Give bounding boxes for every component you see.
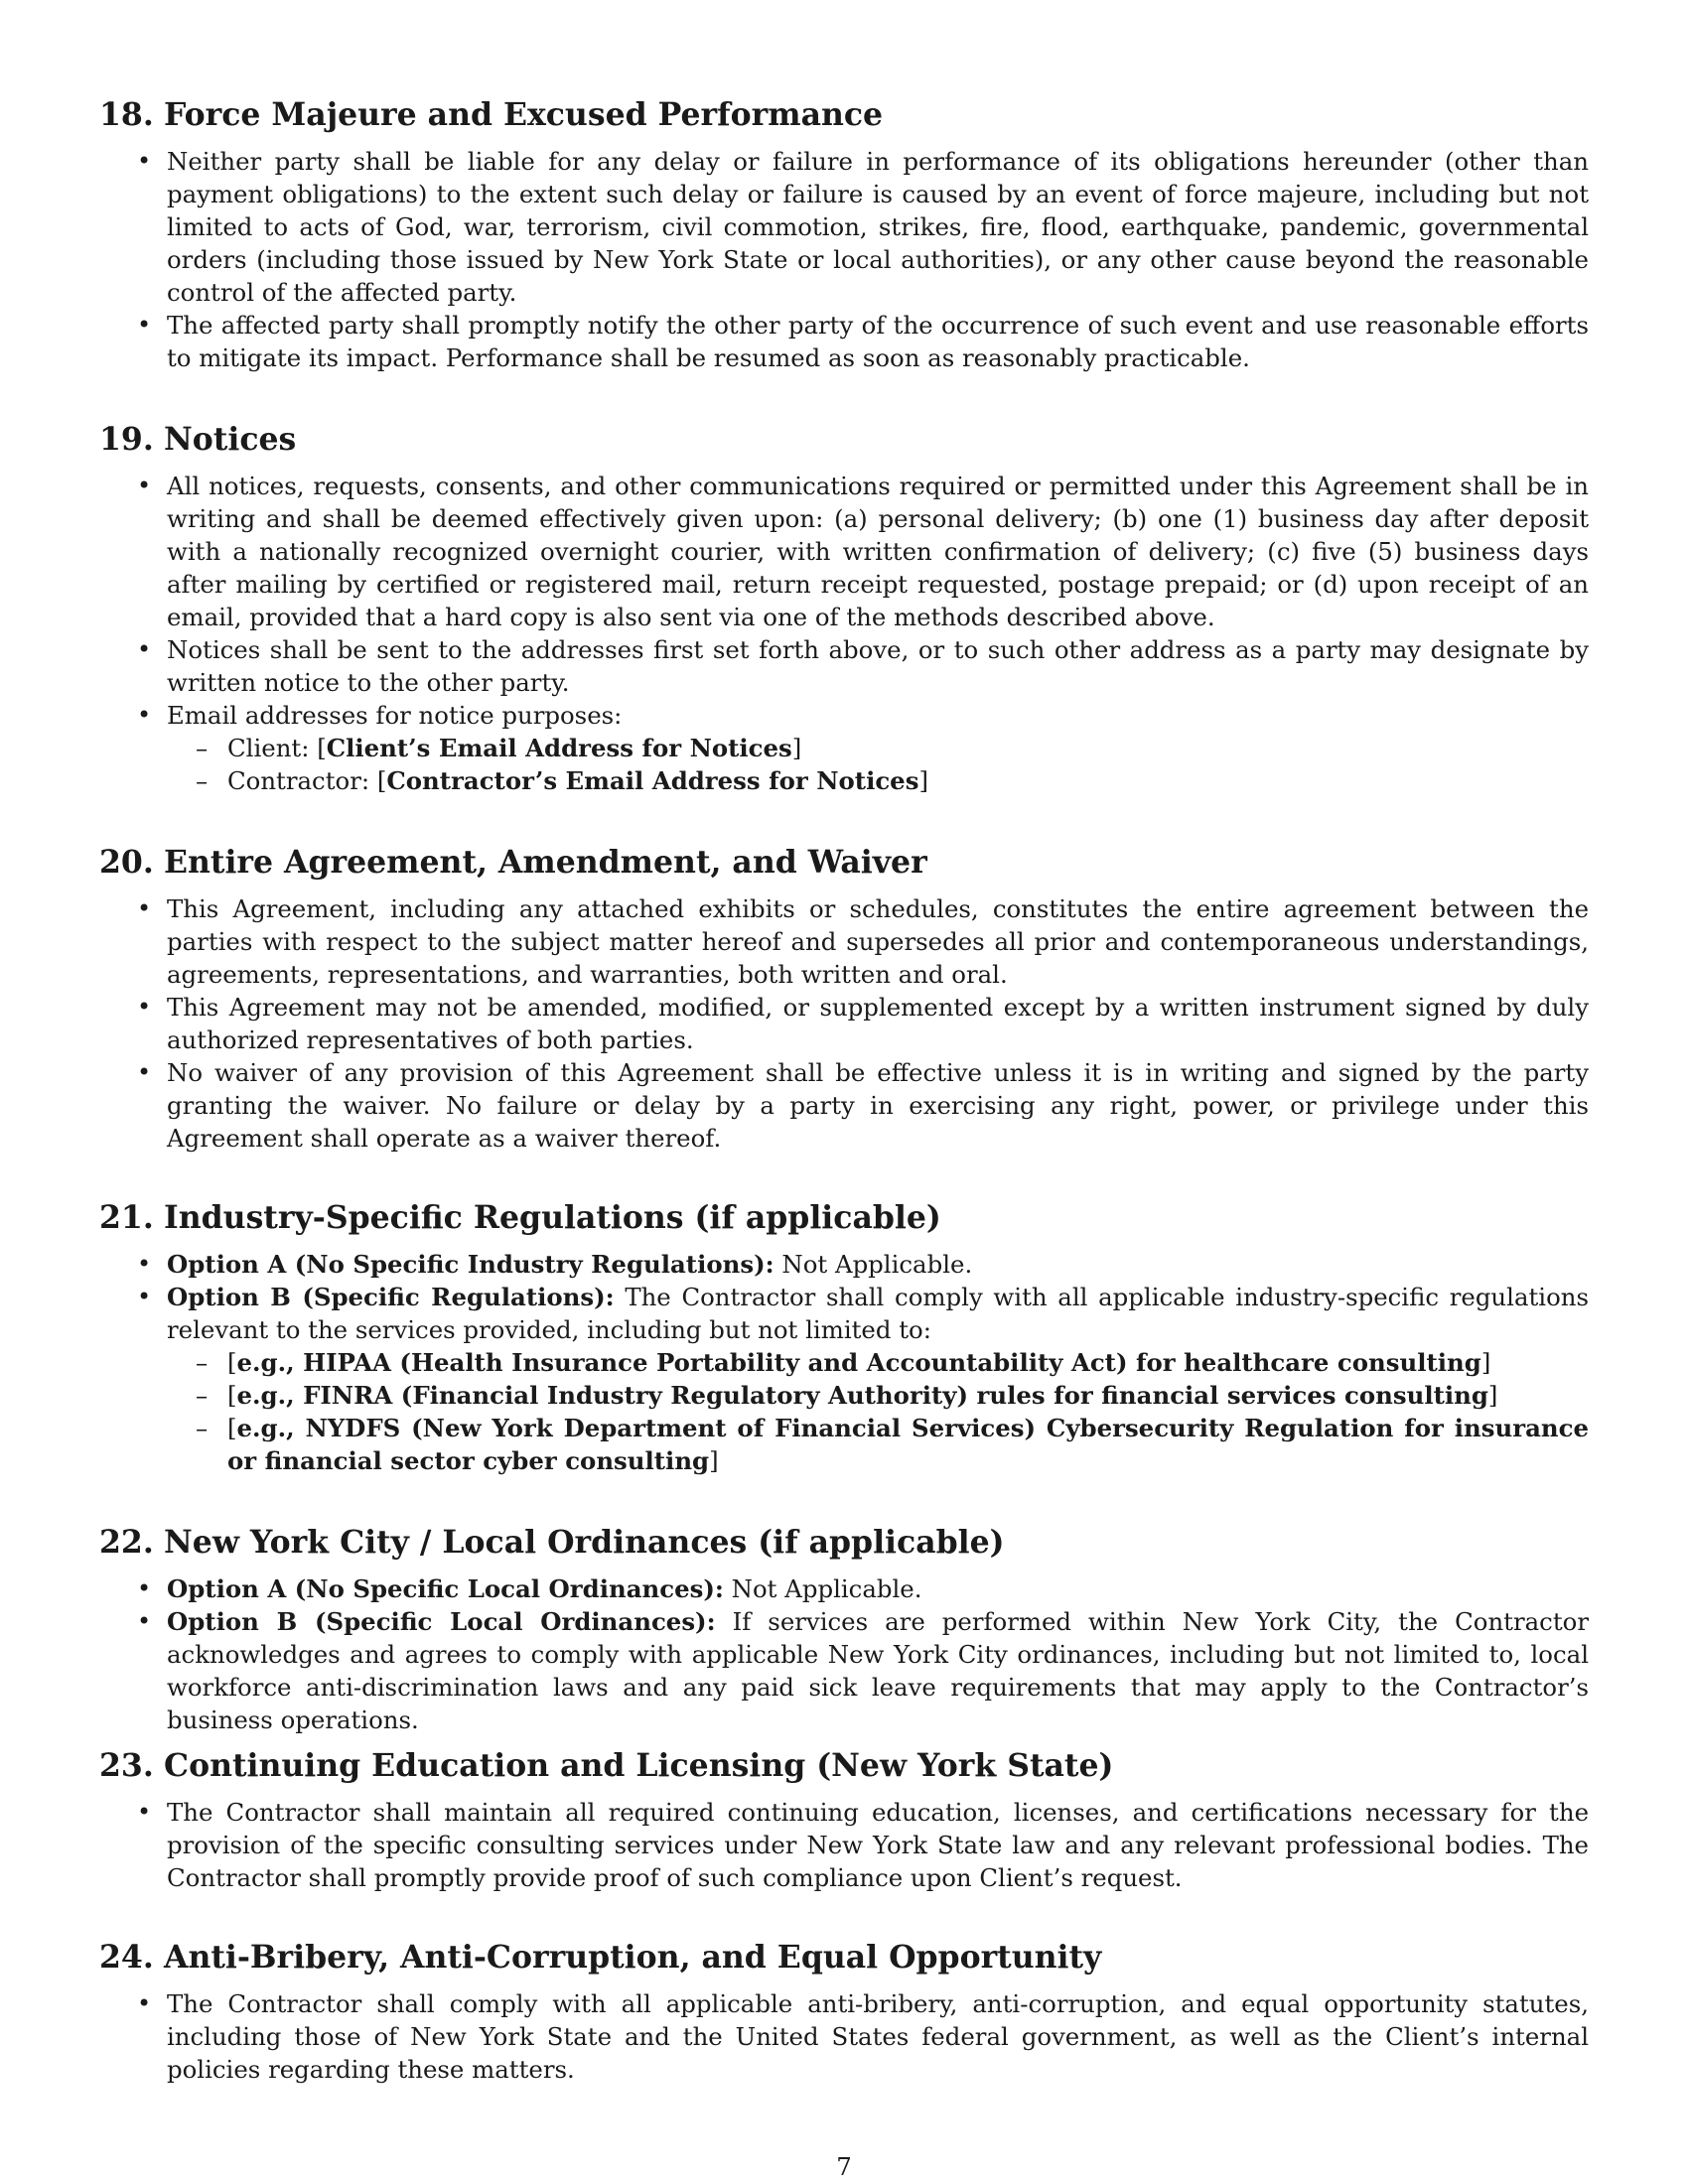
sub-list — [167, 1346, 1589, 1477]
sub-list-item: – Client: [Client’s Email Address for Notices] — [167, 732, 1589, 764]
section-heading — [99, 95, 1589, 135]
bullet-list — [99, 892, 1589, 1155]
section-heading — [99, 843, 1589, 883]
list-item: • All notices, requests, consents, and other communications required or permitted under this Agreement shall be in writing and shall be deemed effectively given upon: (a) personal delivery; (b) one (1) business day after deposit with a nationally recognized overnight courier, with written confirmation of delivery; (c) five (5) business days after mailing by certified or registered mail, return receipt requested, postage prepaid; or (d) upon receipt of an email, provided that a hard copy is also sent via one of the methods described above. — [99, 470, 1589, 633]
section-number: 24. — [99, 1939, 154, 1976]
list-item — [99, 1281, 1589, 1477]
option-b-label: Option B (Specific Regulations): — [167, 1283, 615, 1311]
page-number: 7 — [836, 2152, 852, 2181]
list-item: • The affected party shall promptly notify the other party of the occurrence of such event and use reasonable efforts to mitigate its impact. Performance shall be resumed as soon as reasonably practicable. — [99, 309, 1589, 374]
contractor-email-placeholder: Contractor’s Email Address for Notices — [386, 766, 919, 795]
section-24 — [99, 1938, 1589, 2086]
section-title: Continuing Education and Licensing (New York State) — [164, 1747, 1114, 1784]
section-heading — [99, 1198, 1589, 1238]
section-heading — [99, 420, 1589, 460]
section-number: 21. — [99, 1199, 154, 1236]
section-number: 18. — [99, 96, 154, 133]
sub-list-item: – [e.g., HIPAA (Health Insurance Portability and Accountability Act) for healthcare consulting] — [167, 1346, 1589, 1379]
section-23 — [99, 1746, 1589, 1894]
option-a-text: Not Applicable. — [723, 1574, 922, 1603]
client-email-placeholder: Client’s Email Address for Notices — [326, 734, 792, 762]
section-title: Entire Agreement, Amendment, and Waiver — [164, 844, 927, 881]
list-item — [99, 1605, 1589, 1736]
regulation-example: e.g., FINRA (Financial Industry Regulatory Authority) rules for financial services consulting — [236, 1381, 1488, 1410]
bullet-list — [99, 1987, 1589, 2086]
section-number: 19. — [99, 421, 154, 458]
section-number: 22. — [99, 1524, 154, 1561]
section-heading — [99, 1938, 1589, 1978]
sub-list-item: – [e.g., NYDFS (New York Department of Financial Services) Cybersecurity Regulation for insurance or financial sector cyber consulting] — [167, 1412, 1589, 1477]
bullet-list — [99, 145, 1589, 374]
regulation-example: e.g., HIPAA (Health Insurance Portability and Accountability Act) for healthcare consulting — [236, 1348, 1481, 1377]
option-b-text: The Contractor shall comply with all applicable industry-specific regulations relevant to the services provided, including but not limited to: — [167, 1283, 1589, 1344]
bullet-list — [99, 1572, 1589, 1736]
list-item-text: Email addresses for notice purposes: — [167, 701, 623, 730]
sub-list-item: – [e.g., FINRA (Financial Industry Regulatory Authority) rules for financial services consulting] — [167, 1379, 1589, 1412]
list-item: • Notices shall be sent to the addresses first set forth above, or to such other address as a party may designate by written notice to the other party. — [99, 633, 1589, 699]
section-22 — [99, 1523, 1589, 1736]
option-b-label: Option B (Specific Local Ordinances): — [167, 1607, 716, 1636]
section-number: 20. — [99, 844, 154, 881]
list-item: • This Agreement, including any attached exhibits or schedules, constitutes the entire agreement between the parties with respect to the subject matter hereof and supersedes all prior and contemporaneous understandings, agreements, representations, and warranties, both written and oral. — [99, 892, 1589, 991]
section-title: Force Majeure and Excused Performance — [164, 96, 884, 133]
sub-list — [167, 732, 1589, 797]
bullet-list — [99, 1796, 1589, 1894]
option-a-text: Not Applicable. — [774, 1250, 973, 1279]
option-b-text: If services are performed within New York City, the Contractor acknowledges and agrees to comply with applicable New York City ordinances, including but not limited to, local workforce anti-discrimination laws and any paid sick leave requirements that may apply to the Contractor’s business operations. — [167, 1607, 1589, 1734]
regulation-example: e.g., NYDFS (New York Department of Financial Services) Cybersecurity Regulation for insurance or financial sector cyber consulting — [227, 1414, 1589, 1475]
list-item: • This Agreement may not be amended, modified, or supplemented except by a written instrument signed by duly authorized representatives of both parties. — [99, 991, 1589, 1056]
section-19 — [99, 420, 1589, 797]
sub-list-item: – Contractor: [Contractor’s Email Address for Notices] — [167, 764, 1589, 797]
list-item — [99, 1248, 1589, 1281]
bullet-list — [99, 1248, 1589, 1477]
list-item — [99, 1572, 1589, 1605]
section-heading — [99, 1746, 1589, 1786]
bullet-list — [99, 470, 1589, 797]
section-title: New York City / Local Ordinances (if applicable) — [164, 1524, 1005, 1561]
section-title: Industry-Specific Regulations (if applicable) — [164, 1199, 941, 1236]
list-item: • No waiver of any provision of this Agreement shall be effective unless it is in writing and signed by the party granting the waiver. No failure or delay by a party in exercising any right, power, or privilege under this Agreement shall operate as a waiver thereof. — [99, 1056, 1589, 1155]
contractor-email-label: Contractor: — [227, 766, 377, 795]
list-item: • The Contractor shall comply with all applicable anti-bribery, anti-corruption, and equal opportunity statutes, including those of New York State and the United States federal government, as well as the Client’s internal policies regarding these matters. — [99, 1987, 1589, 2086]
section-heading — [99, 1523, 1589, 1563]
client-email-label: Client: — [227, 734, 318, 762]
section-20 — [99, 843, 1589, 1155]
section-title: Anti-Bribery, Anti-Corruption, and Equal Opportunity — [164, 1939, 1102, 1976]
list-item: • The Contractor shall maintain all required continuing education, licenses, and certifications necessary for the provision of the specific consulting services under New York State law and any relevant professional bodies. The Contractor shall promptly provide proof of such compliance upon Client’s request. — [99, 1796, 1589, 1894]
option-a-label: Option A (No Specific Industry Regulations): — [167, 1250, 774, 1279]
list-item: • Neither party shall be liable for any delay or failure in performance of its obligations hereunder (other than payment obligations) to the extent such delay or failure is caused by an event of force majeure, including but not limited to acts of God, war, terrorism, civil commotion, strikes, fire, flood, earthquake, pandemic, governmental orders (including those issued by New York State or local authorities), or any other cause beyond the reasonable control of the affected party. — [99, 145, 1589, 309]
list-item — [99, 699, 1589, 797]
option-a-label: Option A (No Specific Local Ordinances): — [167, 1574, 724, 1603]
section-number: 23. — [99, 1747, 154, 1784]
section-18 — [99, 95, 1589, 374]
section-title: Notices — [164, 421, 297, 458]
section-21 — [99, 1198, 1589, 1477]
